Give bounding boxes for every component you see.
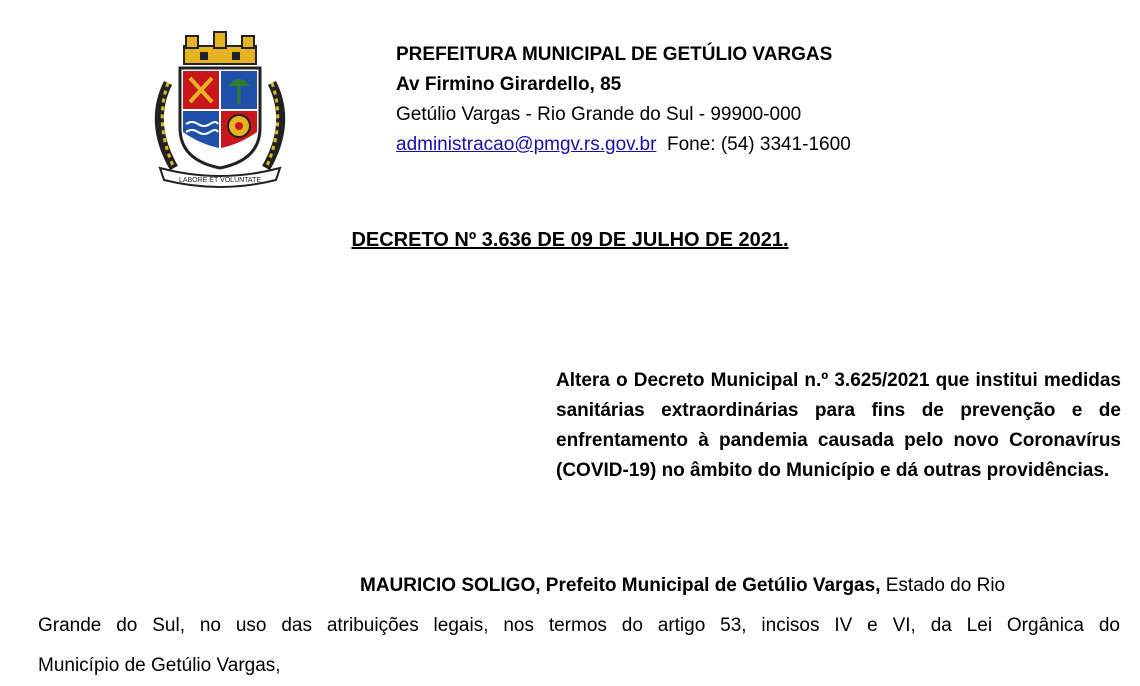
decree-summary: Altera o Decreto Municipal n.º 3.625/2021 que institui medidas sanitárias extraordinárias para fins de prevenção e de enfrentamento à pandemia causada pelo novo Coronavírus (COVID-19) no âmbito do Município e dá outras providências. <box>556 370 1121 481</box>
phone-number: Fone: (54) 3341-1600 <box>666 134 851 155</box>
contact-line <box>396 130 851 160</box>
decree-body <box>38 566 1120 686</box>
body-line-2: Grande do Sul, no uso das atribuições legais, nos termos do artigo 53, incisos IV e VI, da Lei Orgânica do <box>38 615 1120 636</box>
body-line-1-rest: Estado do Rio <box>880 575 1006 596</box>
decree-title: DECRETO Nº 3.636 DE 09 DE JULHO DE 2021. <box>351 229 789 251</box>
municipal-crest <box>140 28 300 188</box>
org-city: Getúlio Vargas - Rio Grande do Sul - 99900-000 <box>396 104 802 125</box>
body-line-1 <box>38 566 1120 606</box>
org-name: PREFEITURA MUNICIPAL DE GETÚLIO VARGAS <box>396 44 833 65</box>
letterhead <box>396 40 851 160</box>
crest-motto: LABORE ET VOLUNTATE <box>178 177 262 184</box>
mayor-name: MAURICIO SOLIGO, Prefeito Municipal de Getúlio Vargas, <box>360 575 881 596</box>
body-line-3: Município de Getúlio Vargas, <box>38 655 281 676</box>
email-link[interactable]: administracao@pmgv.rs.gov.br <box>396 134 657 155</box>
org-address: Av Firmino Girardello, 85 <box>396 74 622 95</box>
